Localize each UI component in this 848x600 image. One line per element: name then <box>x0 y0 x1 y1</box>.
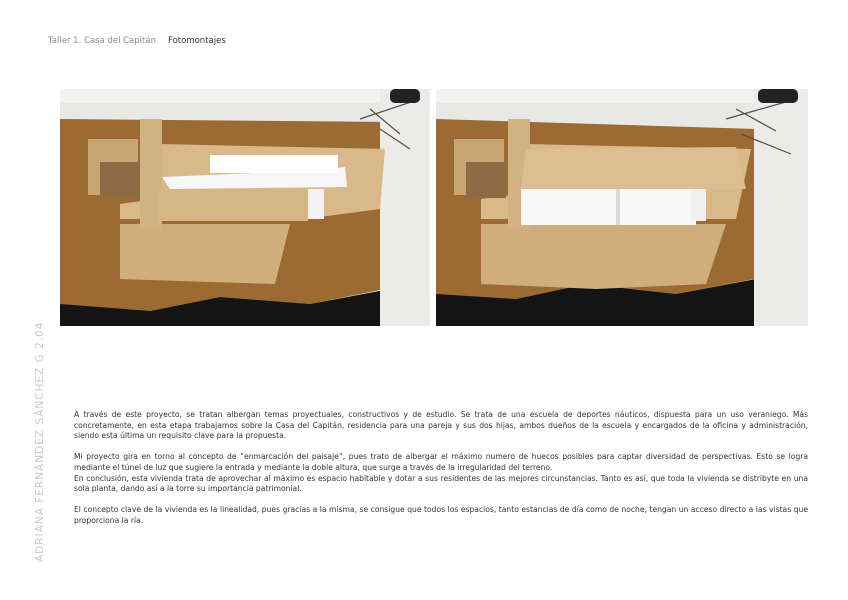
model-photo-2 <box>436 89 808 326</box>
project-description <box>74 410 808 527</box>
paragraph-2: Mi proyecto gira en torno al concepto de “enmarcación del paisaje”, pues trato de albergar el máximo numero de huecos posibles para captar diversidad de perspectivas. Esto se logra mediante el túnel de luz que sugiere la entrada y mediante la doble altura, que surge a través de la irregularidad del terreno. <box>74 452 808 472</box>
header-section: Fotomontajes <box>168 36 226 46</box>
author-vertical-label: ADRIANA FERNÁNDEZ SÁNCHEZ G 2.04 <box>34 321 46 562</box>
paragraph-4: El concepto clave de la vivienda es la linealidad, pues gracias a la misma, se consigue que todos los espacios, tanto estancias de día como de noche, tengan un acceso directo a las vistas que proporciona la ría. <box>74 505 808 525</box>
paragraph-3: En conclusión, esta vivienda trata de aprovechar al máximo es espacio habitable y dotar a sus residentes de las mejores circunstancias. Tanto es así, que toda la vivienda se distribyte en una sola planta, dando así a la torre su importancia patrimonial. <box>74 473 808 494</box>
model-photo-1 <box>60 89 430 326</box>
header-course: Taller 1. Casa del Capitán <box>48 36 156 46</box>
paragraph-1: A través de este proyecto, se tratan albergan temas proyectuales, constructivos y de estudio. Se trata de una escuela de deportes náuticos, dispuesta para un uso veraniego. Más concretamente, en esta etapa trabajamos sobre la Casa del Capitán, residencia para una pareja y sus dos hijas, ambos dueños de la escuela y encargados de la oficina y administración, siendo esta última un requisito clave para la propuesta. <box>74 410 808 441</box>
